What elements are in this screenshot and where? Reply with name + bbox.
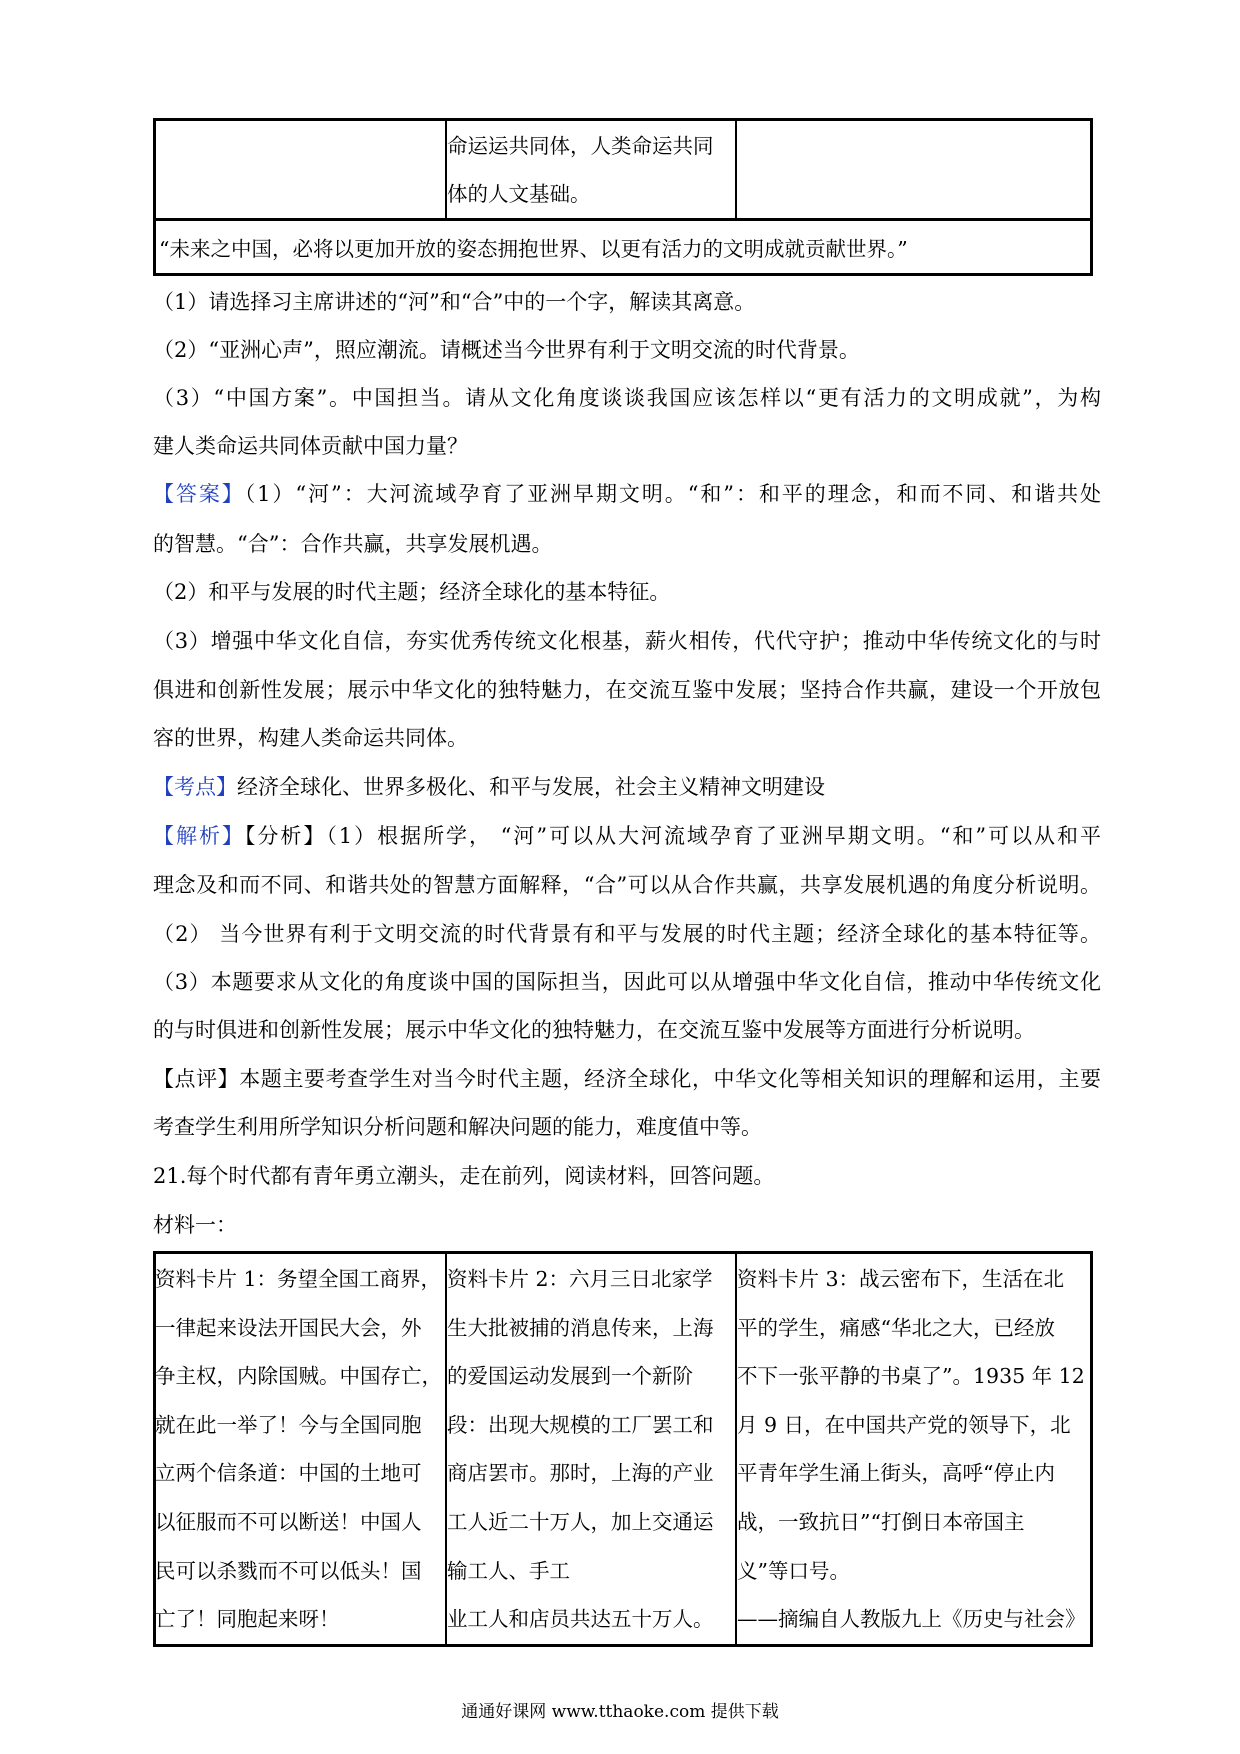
line-text: （3）“中国方案”。中国担当。请从文化角度谈谈我国应该怎样以“更有活力的文明成就”，为构 <box>153 386 1101 410</box>
line-text: 【分析】（1）根据所学， “河”可以从大河流域孕育了亚洲早期文明。“和”可以从和平 <box>244 824 1102 848</box>
section-label: 【答案】 <box>153 482 245 506</box>
line-text: （1）请选择习主席讲述的“河”和“合”中的一个字，解读其离意。 <box>153 290 756 314</box>
text-line <box>153 1112 1101 1142</box>
line-text: （2） 当今世界有利于文明交流的时代背景有和平与发展的时代主题；经济全球化的基本特征等。 <box>153 922 1101 946</box>
line-text: （2）和平与发展的时代主题；经济全球化的基本特征。 <box>153 580 671 604</box>
card-1-line: 争主权，内除国贼。中国存亡， <box>155 1364 442 1389</box>
line-text: 俱进和创新性发展；展示中华文化的独特魅力，在交流互鉴中发展；坚持合作共赢，建设一个开放包 <box>153 678 1101 702</box>
card-2-line: 商店罢市。那时，上海的产业 <box>447 1461 714 1486</box>
text-line <box>153 1161 1101 1191</box>
line-text: （3）本题要求从文化的角度谈中国的国际担当，因此可以从增强中华文化自信，推动中华传统文化 <box>153 970 1101 994</box>
card-2-line: 段：出现大规模的工厂罢工和 <box>447 1412 714 1437</box>
line-text: （1）“河”：大河流域孕育了亚洲早期文明。“和”：和平的理念，和而不同、和谐共处 <box>244 482 1102 506</box>
text-line <box>153 675 1101 705</box>
card-3-line: 资料卡片 3：战云密布下，生活在北 <box>737 1267 1065 1291</box>
text-line <box>153 383 1101 413</box>
section-label: 【解析】 <box>153 824 245 848</box>
text-line <box>153 723 1101 753</box>
card-1-line: 民可以杀戮而不可以低头！国 <box>155 1558 422 1583</box>
card-3-line: 不下一张平静的书桌了”。1935 年 12 <box>737 1364 1085 1389</box>
card-1-line: 以征服而不可以断送！中国人 <box>155 1510 422 1534</box>
card-1-line: 一律起来设法开国民大会，外 <box>155 1315 422 1340</box>
text-line <box>153 529 1101 559</box>
card-3-line: 战，一致抗日”“打倒日本帝国主 <box>737 1510 1025 1534</box>
line-text: （3）增强中华文化自信，夯实优秀传统文化根基，薪火相传，代代守护；推动中华传统文化的与时 <box>153 629 1101 653</box>
line-text: 理念及和而不同、和谐共处的智慧方面解释，“合”可以从合作共赢，共享发展机遇的角度分析说明。 <box>153 873 1101 897</box>
cards-table <box>153 1251 1093 1647</box>
card-3-line: ——摘编自人教版九上《历史与社会》 <box>737 1607 1086 1632</box>
text-line <box>153 1064 1101 1094</box>
table-cell-text: 命运运共同体，人类命运共同 <box>447 134 714 158</box>
text-line <box>153 335 1101 365</box>
card-2-line: 资料卡片 2：六月三日北家学 <box>447 1267 713 1291</box>
card-2-line: 的爱国运动发展到一个新阶 <box>447 1364 693 1389</box>
text-line <box>153 919 1101 949</box>
text-line <box>153 870 1101 900</box>
line-text: 【点评】本题主要考查学生对当今时代主题，经济全球化，中华文化等相关知识的理解和运用，主要 <box>153 1067 1101 1091</box>
line-text: 考查学生利用所学知识分析问题和解决问题的能力，难度值中等。 <box>153 1115 762 1139</box>
line-text: （2）“亚洲心声”，照应潮流。请概述当今世界有利于文明交流的时代背景。 <box>153 338 860 362</box>
table-divider <box>735 118 737 220</box>
text-line <box>153 1210 1101 1240</box>
card-3-line: 义”等口号。 <box>737 1558 850 1583</box>
line-text: 材料一： <box>153 1213 237 1237</box>
card-3-line: 月 9 日，在中国共产党的领导下，北 <box>737 1412 1071 1437</box>
card-1-line: 就在此一举了！今与全国同胞 <box>155 1412 422 1437</box>
line-text: 经济全球化、世界多极化、和平与发展，社会主义精神文明建设 <box>237 775 825 799</box>
section-label: 【考点】 <box>153 775 237 799</box>
line-text: 容的世界，构建人类命运共同体。 <box>153 726 468 750</box>
text-line <box>153 287 1101 317</box>
text-line <box>153 967 1101 997</box>
card-2-line: 业工人和店员共达五十万人。 <box>447 1607 714 1632</box>
table-divider <box>153 218 1093 221</box>
table-cell-text: 体的人文基础。 <box>447 182 591 206</box>
card-2-line: 输工人、手工 <box>447 1558 570 1583</box>
text-line <box>153 626 1101 656</box>
card-2-line: 工人近二十万人，加上交通运 <box>447 1510 714 1534</box>
card-2-line: 生大批被捕的消息传来，上海 <box>447 1315 714 1340</box>
card-1-line: 资料卡片 1：务望全国工商界， <box>155 1267 442 1291</box>
table-divider <box>735 1251 737 1647</box>
card-3-line: 平的学生，痛感“华北之大，已经放 <box>737 1315 1055 1340</box>
text-line <box>153 479 1101 509</box>
text-line <box>153 1015 1101 1045</box>
text-line <box>153 772 1101 802</box>
text-line <box>153 431 1101 461</box>
card-3-line: 平青年学生涌上街头，高呼“停止内 <box>737 1461 1055 1486</box>
line-text: 的智慧。“合”：合作共赢，共享发展机遇。 <box>153 532 553 556</box>
line-text: 建人类命运共同体贡献中国力量？ <box>153 434 468 458</box>
footer-text: 通通好课网 www.tthaoke.com 提供下载 <box>461 1702 779 1722</box>
text-line <box>153 821 1101 851</box>
card-1-line: 立两个信条道：中国的土地可 <box>155 1461 422 1486</box>
line-text: 的与时俱进和创新性发展；展示中华文化的独特魅力，在交流互鉴中发展等方面进行分析说明。 <box>153 1018 1035 1042</box>
quote-cell: “未来之中国，必将以更加开放的姿态拥抱世界、以更有活力的文明成就贡献世界。” <box>159 237 908 261</box>
table-divider <box>445 1251 447 1647</box>
text-line <box>153 577 1101 607</box>
line-text: 21.每个时代都有青年勇立潮头，走在前列，阅读材料，回答问题。 <box>153 1164 775 1188</box>
card-1-line: 亡了！同胞起来呀！ <box>155 1607 340 1632</box>
